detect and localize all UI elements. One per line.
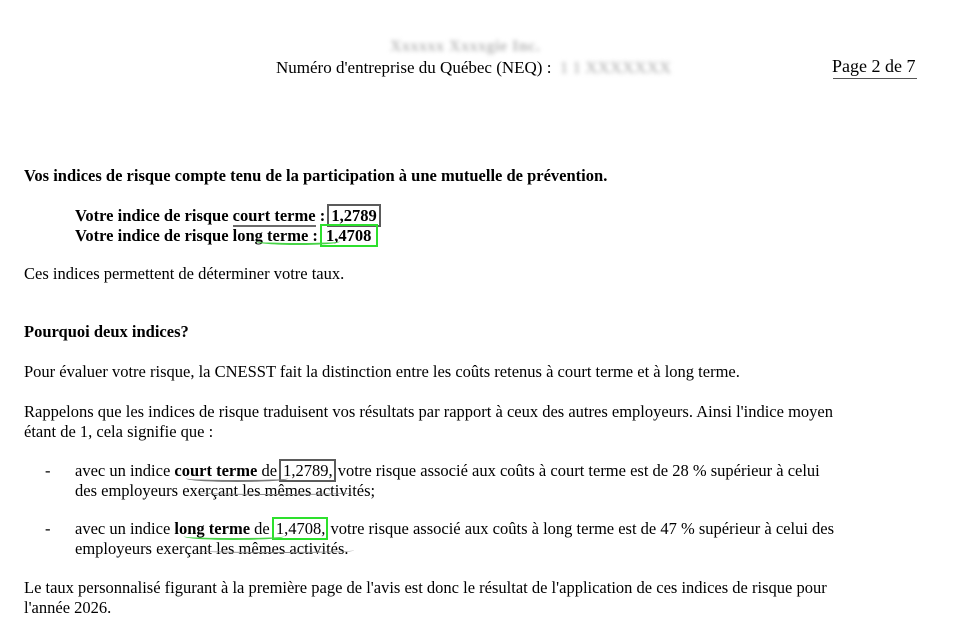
company-name-redacted: Xxxxxx Xxxxgie Inc. [390, 38, 541, 55]
closing-paragraph-line1: Le taux personnalisé figurant à la première page de l'avis est donc le résultat de l'application de ces indices de risque pour [24, 578, 827, 597]
paragraph-cnesst: Pour évaluer votre risque, la CNESST fait la distinction entre les coûts retenus à court terme et à long terme. [24, 362, 740, 381]
bullet-short-pre: avec un indice [75, 461, 175, 480]
page-number: Page 2 de 7 [832, 56, 916, 76]
section2-heading: Pourquoi deux indices? [24, 322, 189, 341]
neq-value-redacted: 1 1 XXXXXXX [559, 58, 672, 77]
long-term-label: long terme : [232, 226, 318, 245]
bullet-short-term: court terme [174, 461, 258, 480]
long-term-underline-mark [256, 238, 340, 245]
page-number-underline [833, 78, 917, 79]
bullet-short-post: votre risque associé aux coûts à court terme est de 28 % supérieur à celui [337, 461, 820, 480]
bullet-long-term: long terme [174, 519, 251, 538]
bullet-dash-1: - [45, 461, 51, 480]
paragraph-rappel-line1: Rappelons que les indices de risque traduisent vos résultats par rapport à ceux des autres employeurs. Ainsi l'indice moyen [24, 402, 833, 421]
long-term-value: 1,4708 [322, 226, 376, 245]
closing-paragraph-line2: l'année 2026. [24, 598, 112, 617]
bullet-dash-2: - [45, 519, 51, 538]
section1-note: Ces indices permettent de déterminer votre taux. [24, 264, 345, 283]
neq-label: Numéro d'entreprise du Québec (NEQ) : [276, 58, 552, 77]
short-term-index-line [75, 206, 379, 226]
paragraph-rappel-line2: étant de 1, cela signifie que : [24, 422, 214, 441]
bullet-long-de: de [250, 519, 270, 538]
bullet-long-post: votre risque associé aux coûts à long terme est de 47 % supérieur à celui des [330, 519, 835, 538]
bullet-long-value: 1,4708, [275, 519, 326, 538]
bullet-short-line2: des employeurs exerçant les mêmes activités; [75, 481, 376, 500]
bullet-long-pre: avec un indice [75, 519, 175, 538]
short-term-prefix: Votre indice de risque [75, 206, 233, 225]
bullet-long-line2: employeurs exerçant les mêmes activités. [75, 539, 349, 558]
bullet-short-value: 1,2789, [283, 461, 333, 480]
bullet-short-line2-mark [196, 490, 354, 495]
long-term-prefix: Votre indice de risque [75, 226, 233, 245]
short-term-label: court terme [232, 206, 316, 225]
section1-heading: Vos indices de risque compte tenu de la participation à une mutuelle de prévention. [24, 166, 608, 185]
short-term-value: 1,2789 [331, 206, 377, 225]
bullet-short-de: de [257, 461, 278, 480]
short-term-colon: : [315, 206, 326, 225]
bullet-long-line2-mark [196, 548, 354, 553]
neq-line [276, 58, 671, 78]
